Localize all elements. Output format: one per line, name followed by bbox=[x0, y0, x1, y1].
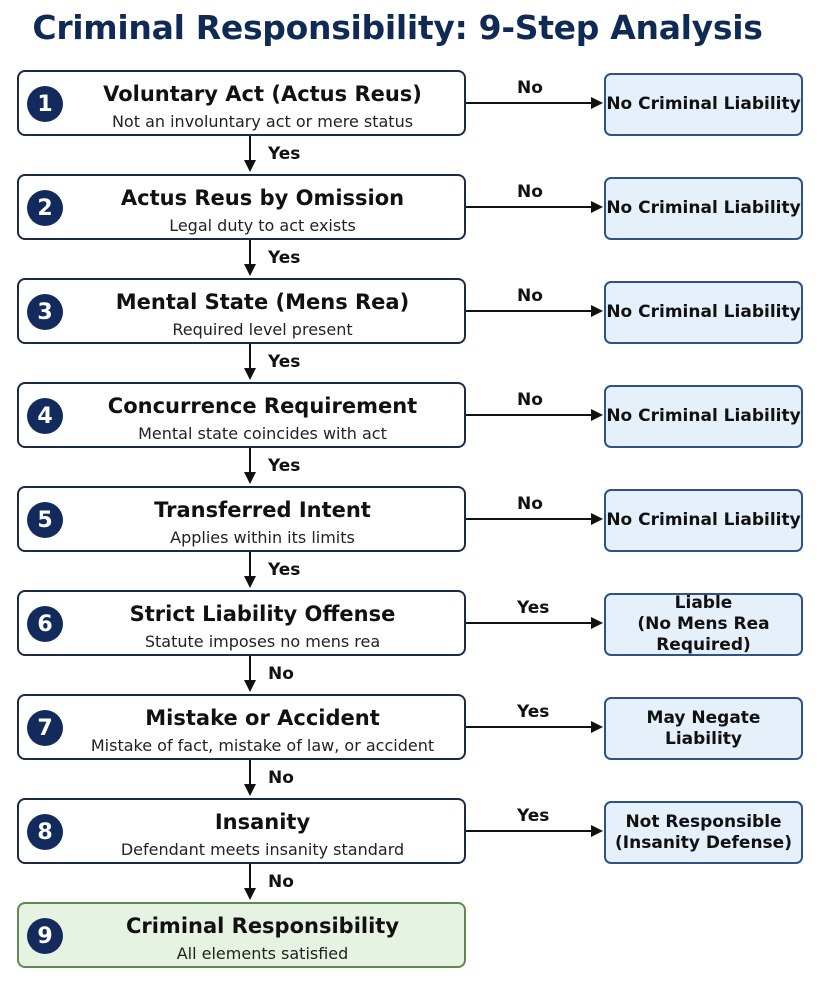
step-title: Criminal Responsibility bbox=[125, 914, 400, 938]
diagram-title: Criminal Responsibility: 9-Step Analysis bbox=[32, 8, 763, 47]
step-number-badge: 4 bbox=[27, 398, 63, 434]
connector-arrowhead bbox=[244, 680, 256, 692]
step-title: Transferred Intent bbox=[154, 498, 371, 522]
connector-label: Yes bbox=[268, 144, 301, 164]
outcome-box: No Criminal Liability bbox=[604, 385, 803, 448]
branch-label: Yes bbox=[517, 806, 550, 826]
step-number-badge: 6 bbox=[27, 606, 63, 642]
branch-label: No bbox=[517, 286, 543, 306]
connector-label: Yes bbox=[268, 456, 301, 476]
branch-line bbox=[466, 206, 592, 208]
step-number-badge: 8 bbox=[27, 814, 63, 850]
connector-label: Yes bbox=[268, 352, 301, 372]
step-description: All elements satisfied bbox=[176, 944, 349, 963]
outcome-box: No Criminal Liability bbox=[604, 489, 803, 552]
outcome-box: May Negate Liability bbox=[604, 697, 803, 760]
connector-line bbox=[249, 760, 251, 784]
branch-arrowhead bbox=[591, 201, 603, 213]
connector-label: No bbox=[268, 768, 294, 788]
step-title: Mental State (Mens Rea) bbox=[115, 290, 410, 314]
step-box bbox=[17, 382, 466, 448]
connector-line bbox=[249, 240, 251, 264]
step-description: Mistake of fact, mistake of law, or accident bbox=[90, 736, 435, 755]
step-number-badge: 3 bbox=[27, 294, 63, 330]
branch-label: No bbox=[517, 390, 543, 410]
branch-label: Yes bbox=[517, 702, 550, 722]
step-number-badge: 5 bbox=[27, 502, 63, 538]
step-box bbox=[17, 278, 466, 344]
branch-arrowhead bbox=[591, 617, 603, 629]
step-title: Concurrence Requirement bbox=[107, 394, 418, 418]
outcome-box: Not Responsible (Insanity Defense) bbox=[604, 801, 803, 864]
step-box bbox=[17, 70, 466, 136]
connector-arrowhead bbox=[244, 576, 256, 588]
branch-arrowhead bbox=[591, 305, 603, 317]
connector-label: No bbox=[268, 664, 294, 684]
step-description: Not an involuntary act or mere status bbox=[111, 112, 414, 131]
step-description: Statute imposes no mens rea bbox=[144, 632, 381, 651]
step-number-badge: 7 bbox=[27, 710, 63, 746]
step-box bbox=[17, 694, 466, 760]
outcome-box: Liable (No Mens Rea Required) bbox=[604, 593, 803, 656]
step-number-badge: 9 bbox=[27, 918, 63, 954]
connector-label: Yes bbox=[268, 560, 301, 580]
branch-label: No bbox=[517, 182, 543, 202]
connector-line bbox=[249, 136, 251, 160]
branch-arrowhead bbox=[591, 409, 603, 421]
connector-line bbox=[249, 344, 251, 368]
branch-line bbox=[466, 102, 592, 104]
final-step-box bbox=[17, 902, 466, 968]
connector-label: No bbox=[268, 872, 294, 892]
step-title: Insanity bbox=[214, 810, 311, 834]
branch-line bbox=[466, 622, 592, 624]
branch-label: Yes bbox=[517, 598, 550, 618]
branch-label: No bbox=[517, 494, 543, 514]
connector-arrowhead bbox=[244, 160, 256, 172]
step-box bbox=[17, 174, 466, 240]
connector-arrowhead bbox=[244, 264, 256, 276]
connector-line bbox=[249, 656, 251, 680]
branch-line bbox=[466, 414, 592, 416]
step-title: Actus Reus by Omission bbox=[120, 186, 405, 210]
connector-arrowhead bbox=[244, 888, 256, 900]
branch-arrowhead bbox=[591, 97, 603, 109]
step-description: Applies within its limits bbox=[170, 528, 355, 547]
branch-arrowhead bbox=[591, 825, 603, 837]
branch-line bbox=[466, 830, 592, 832]
outcome-box: No Criminal Liability bbox=[604, 281, 803, 344]
step-number-badge: 2 bbox=[27, 190, 63, 226]
step-title: Strict Liability Offense bbox=[129, 602, 396, 626]
connector-arrowhead bbox=[244, 368, 256, 380]
branch-arrowhead bbox=[591, 721, 603, 733]
outcome-box: No Criminal Liability bbox=[604, 73, 803, 136]
connector-line bbox=[249, 552, 251, 576]
branch-label: No bbox=[517, 78, 543, 98]
branch-line bbox=[466, 726, 592, 728]
step-description: Mental state coincides with act bbox=[138, 424, 387, 443]
outcome-box: No Criminal Liability bbox=[604, 177, 803, 240]
step-box bbox=[17, 486, 466, 552]
step-box bbox=[17, 798, 466, 864]
connector-arrowhead bbox=[244, 784, 256, 796]
connector-line bbox=[249, 864, 251, 888]
connector-line bbox=[249, 448, 251, 472]
step-box bbox=[17, 590, 466, 656]
branch-line bbox=[466, 518, 592, 520]
branch-arrowhead bbox=[591, 513, 603, 525]
step-title: Voluntary Act (Actus Reus) bbox=[103, 82, 422, 106]
step-title: Mistake or Accident bbox=[145, 706, 380, 730]
step-description: Defendant meets insanity standard bbox=[120, 840, 405, 859]
connector-arrowhead bbox=[244, 472, 256, 484]
branch-line bbox=[466, 310, 592, 312]
step-description: Legal duty to act exists bbox=[169, 216, 356, 235]
connector-label: Yes bbox=[268, 248, 301, 268]
step-description: Required level present bbox=[172, 320, 353, 339]
step-number-badge: 1 bbox=[27, 86, 63, 122]
